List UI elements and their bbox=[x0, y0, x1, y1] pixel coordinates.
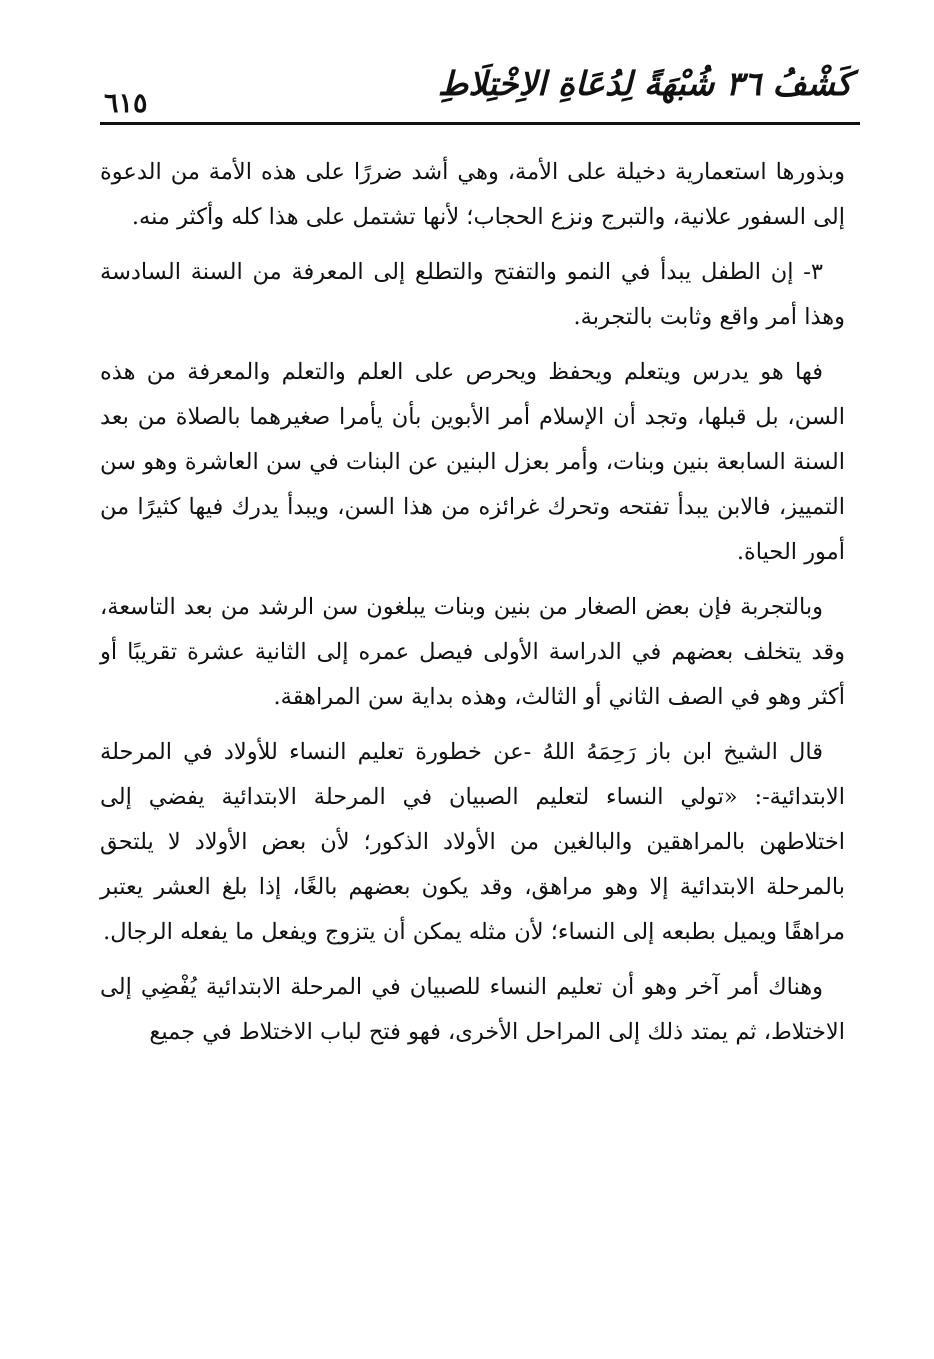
paragraph-2: ٣- إن الطفل يبدأ في النمو والتفتح والتطلع إلى المعرفة من السنة السادسة وهذا أمر واقع وثابت بالتجربة. bbox=[100, 259, 845, 330]
book-title: كَشْفُ ٣٦ شُبْهَةً لِدُعَاةِ الاِخْتِلَاطِ bbox=[437, 64, 852, 103]
paragraph-1: وبذورها استعمارية دخيلة على الأمة، وهي أشد ضررًا على هذه الأمة من الدعوة إلى السفور علانية، والتبرج ونزع الحجاب؛ لأنها تشتمل على هذا كله وأكثر منه. bbox=[100, 159, 845, 230]
paragraph-3: فها هو يدرس ويتعلم ويحفظ ويحرص على العلم والتعلم والمعرفة من هذه السن، بل قبلها، وتجد أن الإسلام أمر الأبوين بأن يأمرا صغيرهما بالصلاة من بعد السنة السابعة بنين وبنات، وأمر بعزل البنين عن البنات في سن العاشرة وهو سن التمييز، فالابن يبدأ تفتحه وتحرك غرائزه من هذا السن، ويبدأ يدرك فيها كثيرًا من أمور الحياة. bbox=[100, 359, 845, 565]
paragraph-5: قال الشيخ ابن باز رَحِمَهُ اللهُ -عن خطورة تعليم النساء للأولاد في المرحلة الابتدائية-: «تولي النساء لتعليم الصبيان في المرحلة الابتدائية يفضي إلى اختلاطهن بالمراهقين والبالغين من الأولاد الذكور؛ لأن بعض الأولاد لا يلتحق بالمرحلة الابتدائية إلا وهو مراهق، وقد يكون بعضهم بالغًا، إذا بلغ العشر يعتبر مراهقًا ويميل بطبعه إلى النساء؛ لأن مثله يمكن أن يتزوج ويفعل ما يفعله الرجال. bbox=[100, 739, 845, 945]
paragraph-6: وهناك أمر آخر وهو أن تعليم النساء للصبيان في المرحلة الابتدائية يُفْضِي إلى الاختلاط، ثم يمتد ذلك إلى المراحل الأخرى، فهو فتح لباب الاختلاط في جميع bbox=[100, 974, 845, 1045]
page-number: ٦١٥ bbox=[104, 88, 148, 119]
header-rule bbox=[100, 122, 860, 125]
body-text bbox=[100, 150, 845, 1065]
paragraph-4: وبالتجربة فإن بعض الصغار من بنين وبنات يبلغون سن الرشد من بعد التاسعة، وقد يتخلف بعضهم في الدراسة الأولى فيصل عمره إلى الثانية عشرة تقريبًا أو أكثر وهو في الصف الثاني أو الثالث، وهذه بداية سن المراهقة. bbox=[100, 594, 845, 710]
running-header bbox=[100, 62, 860, 126]
